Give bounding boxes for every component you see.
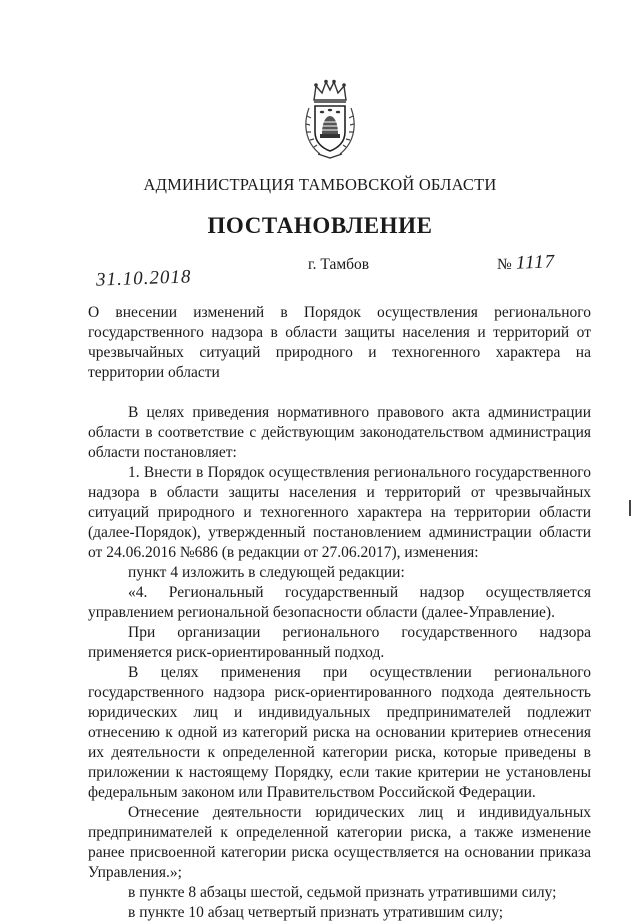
paragraph-risk-approach: При организации регионального государственного надзора применяется риск-ориентированный подход. — [88, 624, 591, 661]
document-body — [88, 403, 591, 923]
paragraph-risk-assignment: Отнесение деятельности юридических лиц и индивидуальных предпринимателей к определенной категории риска, а также изменение ранее присвоенной категории риска осуществляется на основании приказа Управления.»; — [88, 804, 591, 881]
document-subject: О внесении изменений в Порядок осуществления регионального государственного надзора в области защиты населения и территорий от чрезвычайных ситуаций природного и техногенного характера на территории области — [88, 304, 591, 381]
margin-mark — [629, 500, 631, 516]
number-label: № — [497, 256, 512, 273]
administration-title: АДМИНИСТРАЦИЯ ТАМБОВСКОЙ ОБЛАСТИ — [143, 175, 497, 194]
paragraph-point-8: в пункте 8 абзацы шестой, седьмой признать утратившими силу; — [128, 884, 557, 901]
paragraph-risk-categories: В целях применения при осуществлении регионального государственного надзора риск-ориентированного подхода деятельность юридических лиц и индивидуальных предпринимателей подлежит отнесению к одной из категорий риска на основании критериев отнесения их деятельности к определенной категории риска, которые приведены в приложении к настоящему Порядку, если такие критерии не установлены федеральным законом или Правительством Российской Федерации. — [88, 664, 591, 801]
handwritten-document-number: 1117 — [515, 251, 556, 274]
paragraph-point-4-intro: пункт 4 изложить в следующей редакции: — [128, 564, 405, 581]
paragraph-item-1: 1. Внести в Порядок осуществления регионального государственного надзора в области защиты населения и территорий от чрезвычайных ситуаций природного и техногенного характера на территории области (далее-Порядок), утвержденный постановлением администрации области от 24.06.2016 №686 (в редакции от 27.06.2017), изменения: — [88, 464, 591, 561]
paragraph-point-4-text: «4. Региональный государственный надзор осуществляется управлением региональной безопасности области (далее-Управление). — [88, 584, 591, 621]
document-type-heading: ПОСТАНОВЛЕНИЕ — [207, 213, 433, 238]
city-label: г. Тамбов — [308, 256, 370, 273]
tambov-coat-of-arms-icon — [300, 78, 360, 162]
handwritten-date: 31.10.2018 — [95, 266, 192, 291]
paragraph-preamble: В целях приведения нормативного правового акта администрации области в соответствие с действующим законодательством администрация области постановляет: — [88, 404, 591, 461]
paragraph-point-10: в пункте 10 абзац четвертый признать утратившим силу; — [128, 904, 504, 921]
